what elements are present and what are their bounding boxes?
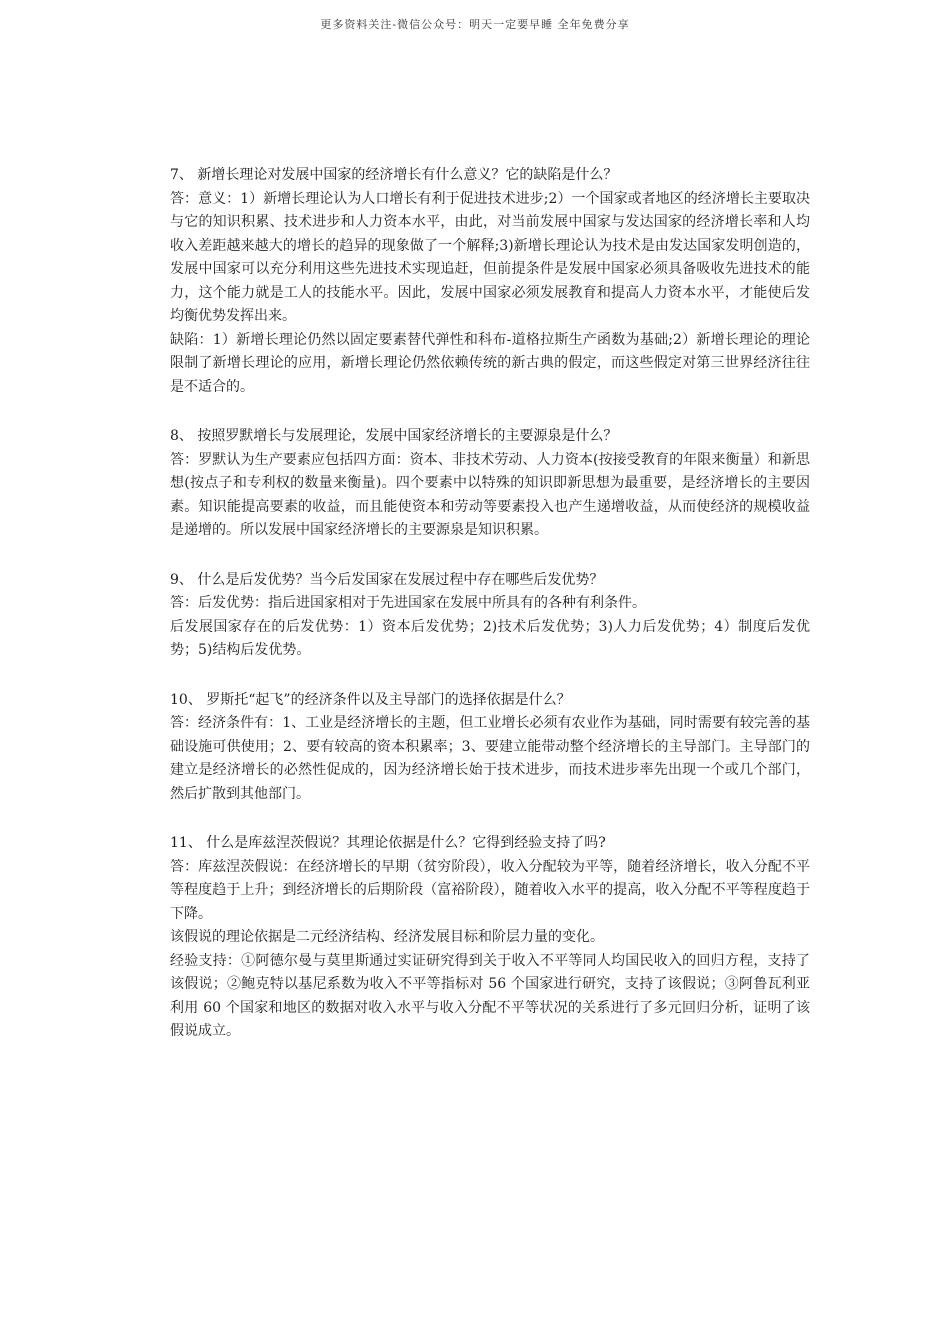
question-title: 10、 罗斯托“起飞”的经济条件以及主导部门的选择依据是什么？	[170, 691, 571, 708]
question-title: 7、 新增长理论对发展中国家的经济增长有什么意义？它的缺陷是什么？	[170, 167, 618, 183]
answer-paragraph: 后发展国家存在的后发优势：1）资本后发优势；2)技术后发优势；3)人力后发优势；4）制度后发优势；5)结构后发优势。	[170, 618, 810, 658]
answer-paragraph: 答：罗默认为生产要素应包括四方面：资本、非技术劳动、人力资本(按接受教育的年限来衡量）和新思想(按点子和专利权的数量来衡量)。四个要素中以特殊的知识即新思想为最重要，是经济增长的主要因素。知识能提高要素的收益，而且能使资本和劳动等要素投入也产生递增收益，从而使经济的规模收益是递增的。所以发展中国家经济增长的主要源泉是知识积累。	[170, 451, 810, 538]
question-11	[170, 832, 810, 1044]
question-title: 11、 什么是库兹涅茨假说？其理论依据是什么？它得到经验支持了吗?	[170, 835, 606, 851]
question-10	[170, 689, 810, 807]
header-note: 更多资料关注-微信公众号：明天一定要早睡 全年免费分享	[320, 18, 630, 31]
answer-paragraph: 答：后发优势：指后进国家相对于先进国家在发展中所具有的各种有利条件。	[170, 595, 646, 611]
question-9	[170, 569, 810, 663]
answer-paragraph: 缺陷：1）新增长理论仍然以固定要素替代弹性和科布-道格拉斯生产函数为基础;2）新增长理论的理论限制了新增长理论的应用，新增长理论仍然依赖传统的新古典的假定，而这些假定对第三世界经济往往是不适合的。	[170, 331, 810, 395]
question-title: 8、 按照罗默增长与发展理论，发展中国家经济增长的主要源泉是什么？	[170, 428, 618, 444]
answer-paragraph: 经验支持：①阿德尔曼与莫里斯通过实证研究得到关于收入不平等同人均国民收入的回归方程，支持了该假说；②鲍克特以基尼系数为收入不平等指标对 56 个国家进行研究，支持了该假说；③阿鲁瓦利亚利用 60 个国家和地区的数据对收入水平与收入分配不平等状况的关系进行了多元回归分析，证明了该假说成立。	[170, 952, 810, 1039]
question-7	[170, 164, 810, 399]
answer-paragraph: 答：意义：1）新增长理论认为人口增长有利于促进技术进步;2）一个国家或者地区的经济增长主要取决与它的知识积累、技术进步和人力资本水平，由此，对当前发展中国家与发达国家的经济增长率和人均收入差距越来越大的增长的趋异的现象做了一个解释;3)新增长理论认为技术是由发达国家发明创造的，发展中国家可以充分利用这些先进技术实现追赶，但前提条件是发展中国家必须具备吸收先进技术的能力，这个能力就是工人的技能水平。因此，发展中国家必须发展教育和提高人力资本水平，才能使后发均衡优势发挥出来。	[170, 190, 810, 324]
document-body	[170, 164, 810, 1070]
answer-paragraph: 该假说的理论依据是二元经济结构、经济发展目标和阶层力量的变化。	[170, 929, 604, 945]
answer-paragraph: 答：库兹涅茨假说：在经济增长的早期（贫穷阶段），收入分配较为平等，随着经济增长，收入分配不平等程度趋于上升；到经济增长的后期阶段（富裕阶段），随着收入水平的提高，收入分配不平等程度趋于下降。	[170, 858, 810, 922]
question-title: 9、 什么是后发优势？当今后发国家在发展过程中存在哪些后发优势？	[170, 571, 604, 588]
question-8	[170, 425, 810, 543]
answer-paragraph: 答：经济条件有：1、工业是经济增长的主题，但工业增长必须有农业作为基础，同时需要有较完善的基础设施可供使用；2、要有较高的资本积累率；3、要建立能带动整个经济增长的主导部门。主导部门的建立是经济增长的必然性促成的，因为经济增长始于技术进步，而技术进步率先出现一个或几个部门，然后扩散到其他部门。	[170, 715, 810, 802]
